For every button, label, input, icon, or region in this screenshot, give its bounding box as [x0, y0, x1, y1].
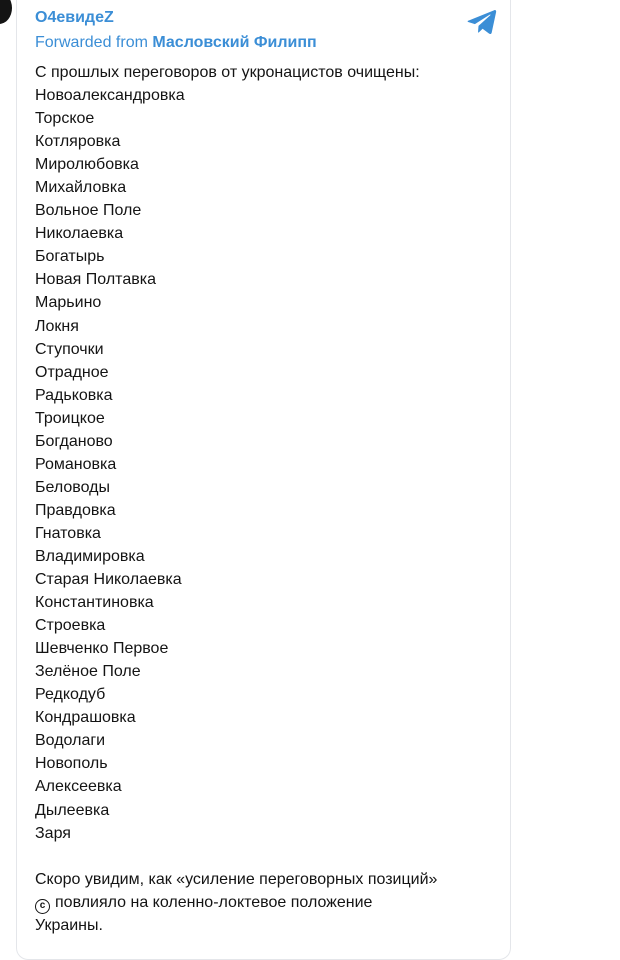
place-item: Алексеевка — [35, 778, 122, 796]
place-item: Новая Полтавка — [35, 271, 156, 289]
place-item: Старая Николаевка — [35, 571, 182, 589]
place-item: Локня — [35, 317, 79, 335]
place-item: Радьковка — [35, 386, 113, 404]
place-item: Правдовка — [35, 501, 116, 519]
place-item: Троицкое — [35, 409, 105, 427]
message-text — [35, 61, 505, 937]
place-item: Торское — [35, 110, 95, 128]
copyright-icon: c — [35, 899, 50, 914]
forwarded-prefix: Forwarded from — [35, 34, 148, 51]
telegram-icon[interactable] — [467, 9, 497, 35]
place-item: Заря — [35, 824, 71, 842]
message-card — [16, 0, 511, 960]
channel-name[interactable]: O4евидеZ — [35, 9, 114, 26]
place-item: Романовка — [35, 455, 117, 473]
place-item: Беловоды — [35, 478, 110, 496]
place-item: Новоалександровка — [35, 87, 185, 105]
message-outro-line — [35, 891, 505, 914]
place-item: Шевченко Первое — [35, 640, 169, 658]
message-outro-line: Украины. — [35, 916, 103, 934]
place-item: Кондрашовка — [35, 709, 136, 727]
place-item: Константиновка — [35, 594, 154, 612]
message-intro: С прошлых переговоров от укронацистов очищены: — [35, 64, 420, 81]
places-list — [35, 84, 505, 845]
place-item: Строевка — [35, 617, 106, 635]
message-outro-line: Скоро увидим, как «усиление переговорных позиций» — [35, 870, 438, 888]
place-item: Николаевка — [35, 225, 124, 243]
place-item: Отрадное — [35, 363, 109, 381]
place-item: Дылеевка — [35, 801, 110, 819]
forwarded-from — [35, 34, 317, 52]
message-outro-text: повлияло на коленно-локтевое положение — [55, 893, 373, 911]
place-item: Марьино — [35, 294, 102, 312]
place-item: Вольное Поле — [35, 202, 142, 220]
place-item: Владимировка — [35, 547, 145, 565]
place-item: Редкодуб — [35, 686, 106, 704]
place-item: Ступочки — [35, 340, 104, 358]
place-item: Новополь — [35, 755, 108, 773]
avatar[interactable] — [0, 0, 12, 24]
place-item: Богатырь — [35, 248, 105, 266]
place-item: Миролюбовка — [35, 156, 139, 174]
place-item: Гнатовка — [35, 524, 101, 542]
place-item: Михайловка — [35, 179, 127, 197]
place-item: Зелёное Поле — [35, 663, 141, 681]
place-item: Котляровка — [35, 133, 121, 151]
forwarded-author-link[interactable]: Масловский Филипп — [152, 34, 317, 51]
place-item: Богданово — [35, 432, 113, 450]
place-item: Водолаги — [35, 732, 106, 750]
blank-line — [35, 845, 505, 868]
